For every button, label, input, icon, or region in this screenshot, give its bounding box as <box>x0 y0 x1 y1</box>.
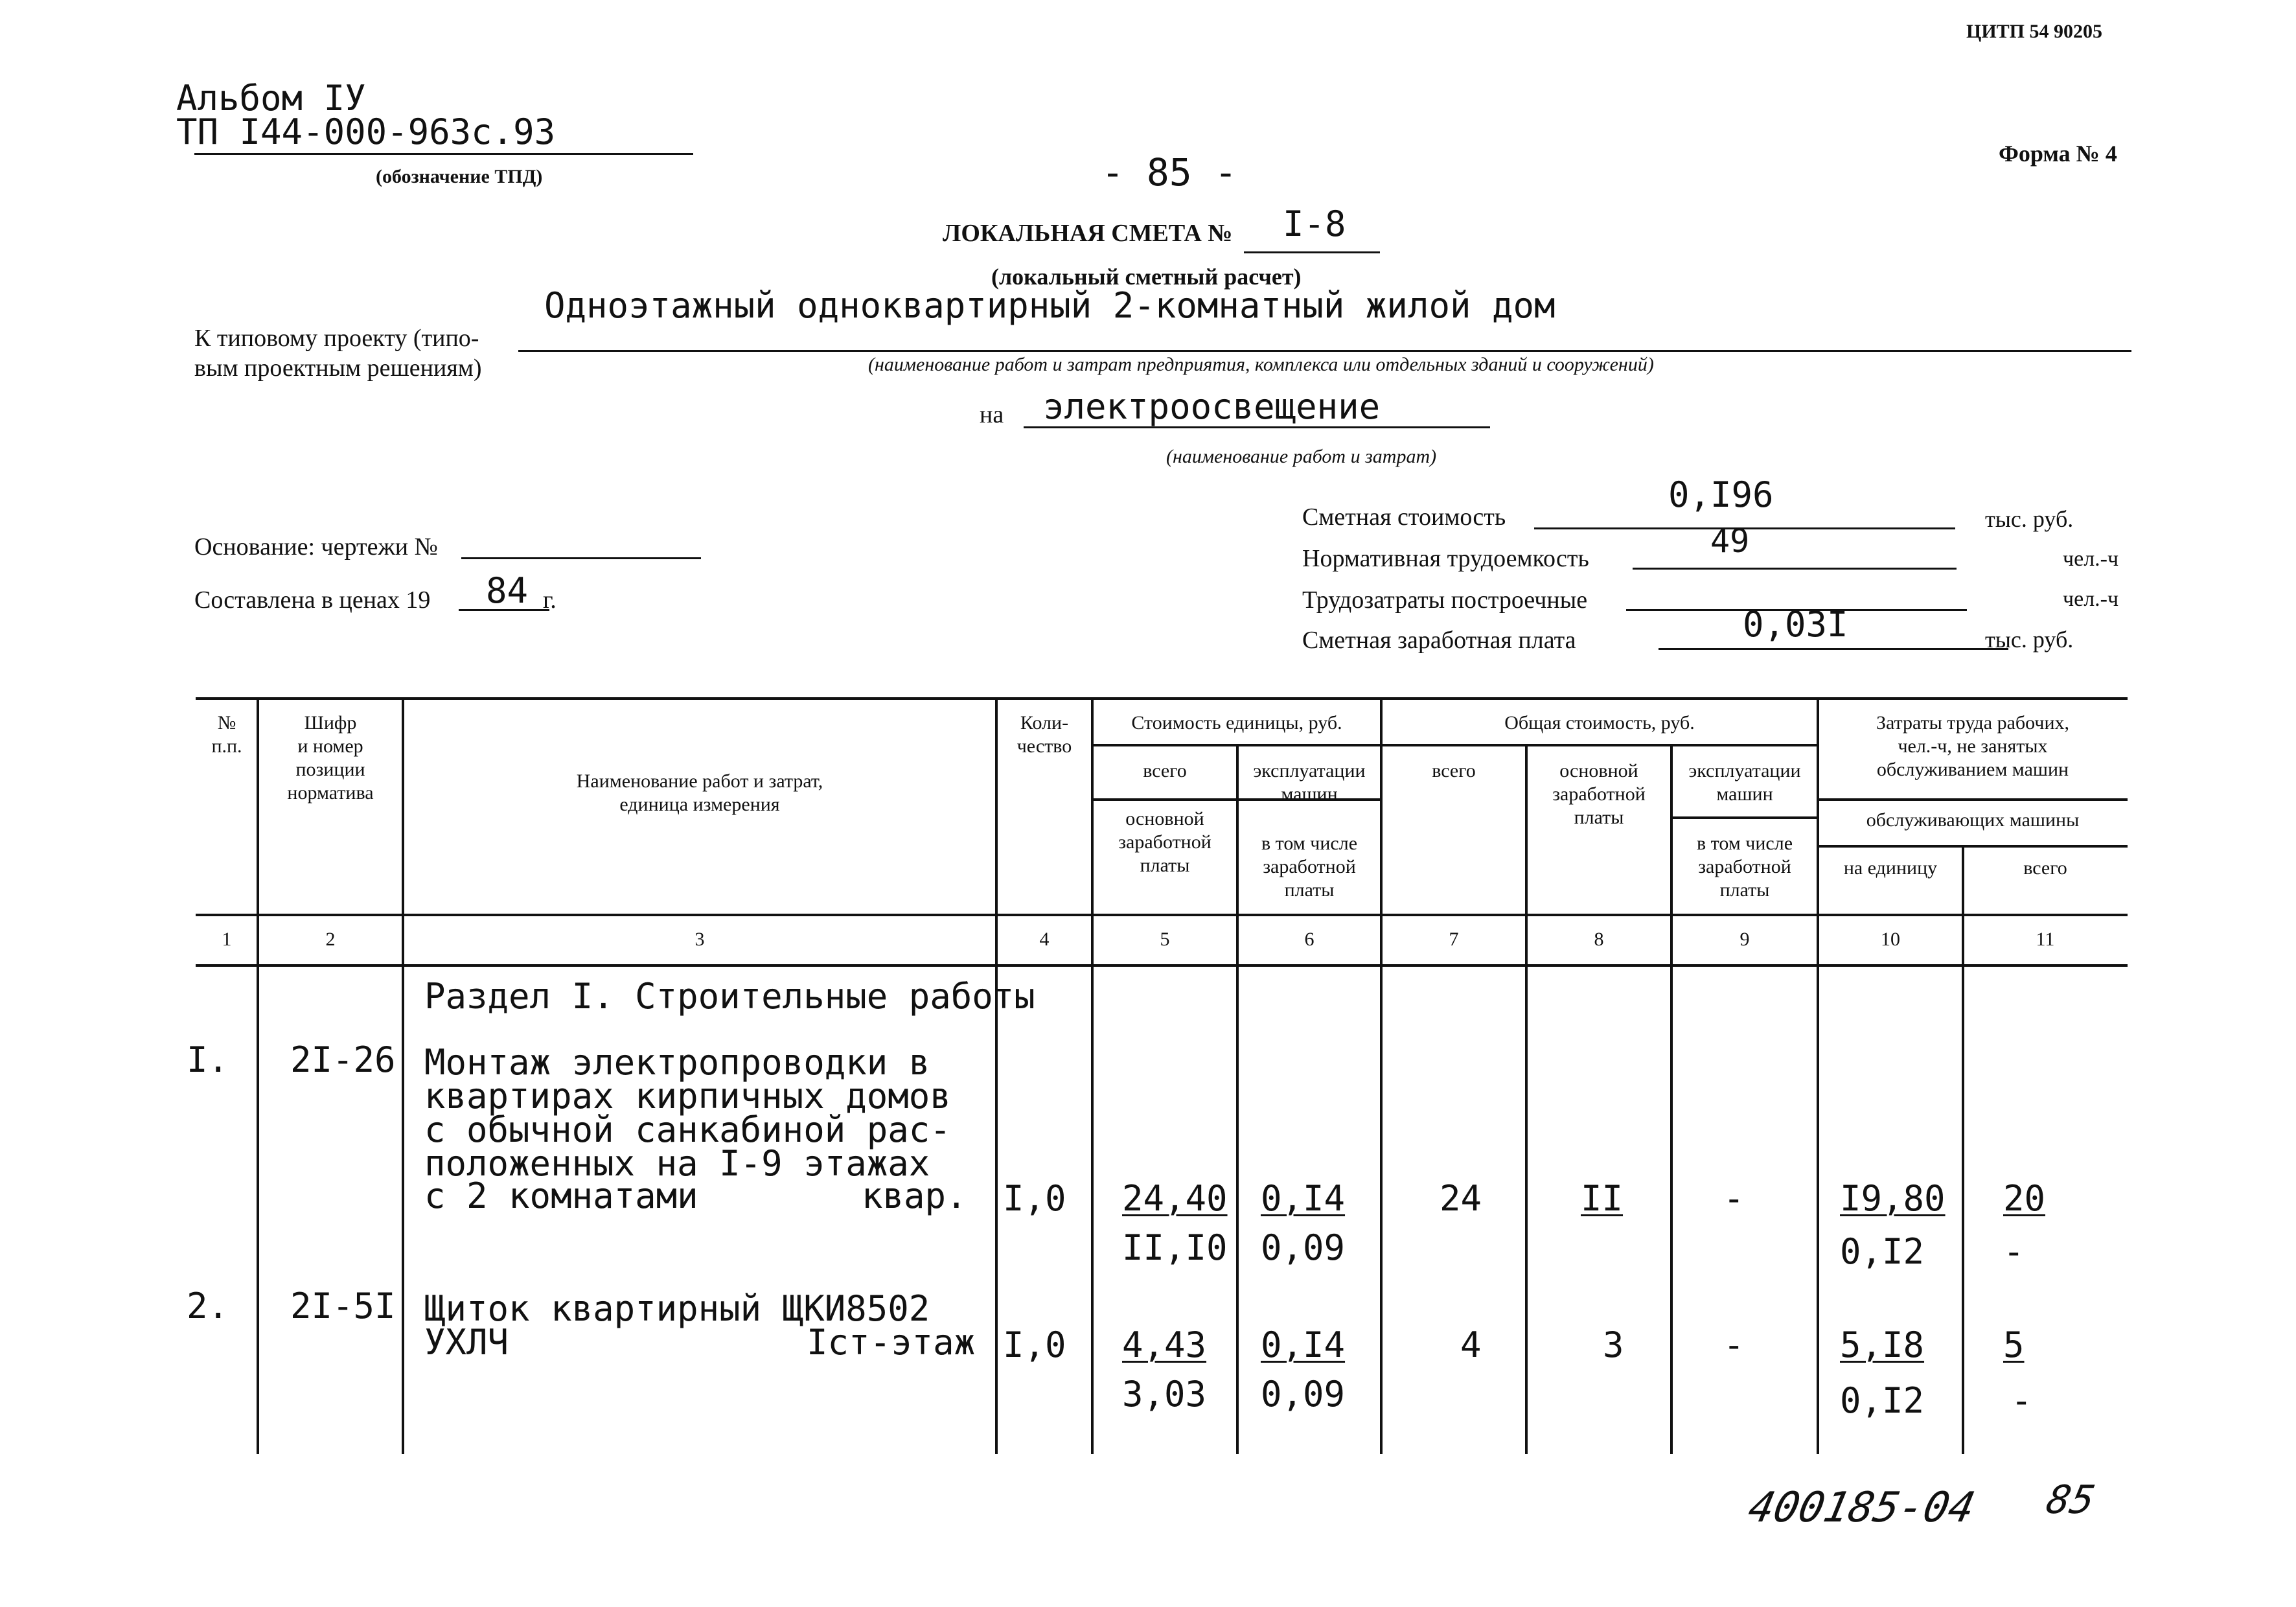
row-labor-total: 20 <box>2003 1178 2046 1219</box>
row-labor-unit: I9,80 <box>1840 1178 1946 1219</box>
header-col-5-top: всего <box>1143 760 1187 781</box>
row-name-line: положенных на I-9 этажах <box>424 1143 930 1184</box>
header-col-10: на единицу <box>1843 857 1938 879</box>
row-code: 2I-26 <box>290 1039 396 1080</box>
object-caption: (наименование работ и затрат предприятия, комплекса или отдельных зданий и сооружений) <box>868 354 1654 375</box>
section-title: Раздел I. Строительные работы <box>424 976 1035 1017</box>
drawings-label: Основание: чертежи № <box>194 533 438 561</box>
header-col-5-bottom: основной заработной платы <box>1118 808 1211 876</box>
row-total: 24 <box>1440 1178 1482 1219</box>
colnum-11: 11 <box>2036 929 2055 950</box>
colnum-2: 2 <box>325 929 336 950</box>
estimate-label: ЛОКАЛЬНАЯ СМЕТА № <box>943 220 1233 247</box>
row-qty: I,0 <box>1003 1324 1066 1365</box>
row-code: 2I-5I <box>290 1286 396 1326</box>
prices-suffix: г. <box>543 586 557 614</box>
on-label: на <box>980 401 1004 428</box>
summary-wage-unit: тыс. руб. <box>1985 627 2074 653</box>
tp-caption: (обозначение ТПД) <box>376 166 543 187</box>
header-col-7: всего <box>1432 760 1476 781</box>
album-label: Альбом IУ <box>176 78 366 119</box>
header-col-4: Коли- чество <box>1016 712 1072 757</box>
row-unit: квар. <box>862 1175 967 1216</box>
row-unit-machines-wage: 0,09 <box>1261 1227 1346 1268</box>
row-labor-total-machines: - <box>2003 1231 2025 1272</box>
row-unit-cost-total: 24,40 <box>1122 1178 1228 1219</box>
header-col-6-bottom: в том числе заработной платы <box>1261 833 1358 901</box>
summary-cost-value: 0,I96 <box>1668 474 1774 515</box>
header-unit-cost: Стоимость единицы, руб. <box>1131 712 1342 734</box>
row-labor-unit-machines: 0,I2 <box>1840 1231 1925 1272</box>
row-labor-total: 5 <box>2003 1324 2025 1365</box>
header-col-6-top: эксплуатации машин <box>1253 760 1366 805</box>
handwritten-page: 85 <box>2042 1477 2099 1523</box>
row-unit: Iст-этаж <box>807 1322 976 1363</box>
header-col-11: всего <box>2023 857 2067 879</box>
project-label: К типовому проекту (типо- <box>194 325 479 352</box>
header-col-9-bottom: в том числе заработной платы <box>1696 833 1793 901</box>
page-number: - 85 - <box>1101 150 1237 194</box>
estimate-caption: (локальный сметный расчет) <box>991 264 1302 290</box>
header-labor-sub: обслуживающих машины <box>1866 809 2080 831</box>
row-total-machines: - <box>1723 1178 1745 1219</box>
row-labor-unit: 5,I8 <box>1840 1324 1925 1365</box>
header-col-8: основной заработной платы <box>1552 760 1646 828</box>
summary-labor-label: Нормативная трудоемкость <box>1302 545 1589 572</box>
project-label-2: вым проектным решениям) <box>194 354 482 382</box>
object-name: Одноэтажный одноквартирный 2-комнатный жилой дом <box>544 285 1556 326</box>
row-unit-machines: 0,I4 <box>1261 1324 1346 1365</box>
row-name-line: Щиток квартирный ЩКИ8502 <box>424 1288 930 1329</box>
row-unit-machines: 0,I4 <box>1261 1178 1346 1219</box>
summary-cost-label: Сметная стоимость <box>1302 503 1506 531</box>
row-unit-machines-wage: 0,09 <box>1261 1374 1346 1415</box>
work-caption: (наименование работ и затрат) <box>1166 446 1437 467</box>
row-total-wage: II <box>1581 1178 1624 1219</box>
document-code: ЦИТП 54 90205 <box>1966 21 2103 42</box>
summary-site-labor-unit: чел.-ч <box>2063 587 2119 611</box>
header-col-3: Наименование работ и затрат, единица измерения <box>576 770 823 815</box>
prices-year: 84 <box>486 570 529 611</box>
row-total: 4 <box>1460 1324 1482 1365</box>
colnum-6: 6 <box>1304 929 1314 950</box>
row-number: 2. <box>187 1286 229 1326</box>
row-labor-unit-machines: 0,I2 <box>1840 1380 1925 1421</box>
row-total-wage: 3 <box>1603 1324 1624 1365</box>
summary-cost-unit: тыс. руб. <box>1985 506 2074 532</box>
header-col-9-top: эксплуатации машин <box>1688 760 1801 805</box>
header-labor: Затраты труда рабочих, чел.-ч, не занятых обслуживанием машин <box>1876 712 2070 780</box>
row-qty: I,0 <box>1003 1178 1066 1219</box>
colnum-3: 3 <box>695 929 705 950</box>
row-name-line: УХЛЧ <box>424 1322 509 1363</box>
row-name-line: квартирах кирпичных домов <box>424 1076 951 1116</box>
row-labor-total-machines: - <box>2011 1380 2032 1421</box>
colnum-9: 9 <box>1739 929 1750 950</box>
estimate-number: I-8 <box>1283 203 1346 244</box>
row-name-line: с 2 комнатами <box>424 1175 698 1216</box>
row-unit-cost-wage: II,I0 <box>1122 1227 1228 1268</box>
colnum-4: 4 <box>1039 929 1050 950</box>
tp-code: ТП I44-000-963c.93 <box>176 111 556 152</box>
colnum-5: 5 <box>1160 929 1170 950</box>
row-total-machines: - <box>1723 1324 1745 1365</box>
summary-wage-label: Сметная заработная плата <box>1302 627 1576 654</box>
row-unit-cost-wage: 3,03 <box>1122 1374 1207 1415</box>
row-number: I. <box>187 1039 229 1080</box>
row-unit-cost-total: 4,43 <box>1122 1324 1207 1365</box>
header-col-2: Шифр и номер позиции норматива <box>287 712 374 804</box>
summary-wage-value: 0,03I <box>1743 604 1848 645</box>
handwritten-code: 400185-04 <box>1744 1484 1979 1532</box>
form-label: Форма № 4 <box>1999 141 2117 167</box>
colnum-8: 8 <box>1594 929 1604 950</box>
summary-labor-unit: чел.-ч <box>2063 547 2119 571</box>
colnum-1: 1 <box>222 929 232 950</box>
row-name-line: с обычной санкабиной рас- <box>424 1109 951 1150</box>
summary-site-labor-label: Трудозатраты построечные <box>1302 586 1588 614</box>
work-name: электроосвещение <box>1043 386 1381 427</box>
colnum-10: 10 <box>1881 929 1900 950</box>
header-col-1: № п.п. <box>211 712 242 757</box>
header-total-cost: Общая стоимость, руб. <box>1504 712 1695 734</box>
row-name-line: Монтаж электропроводки в <box>424 1042 930 1083</box>
prices-label: Составлена в ценах 19 <box>194 586 431 614</box>
summary-labor-value: 49 <box>1710 522 1750 560</box>
colnum-7: 7 <box>1449 929 1459 950</box>
